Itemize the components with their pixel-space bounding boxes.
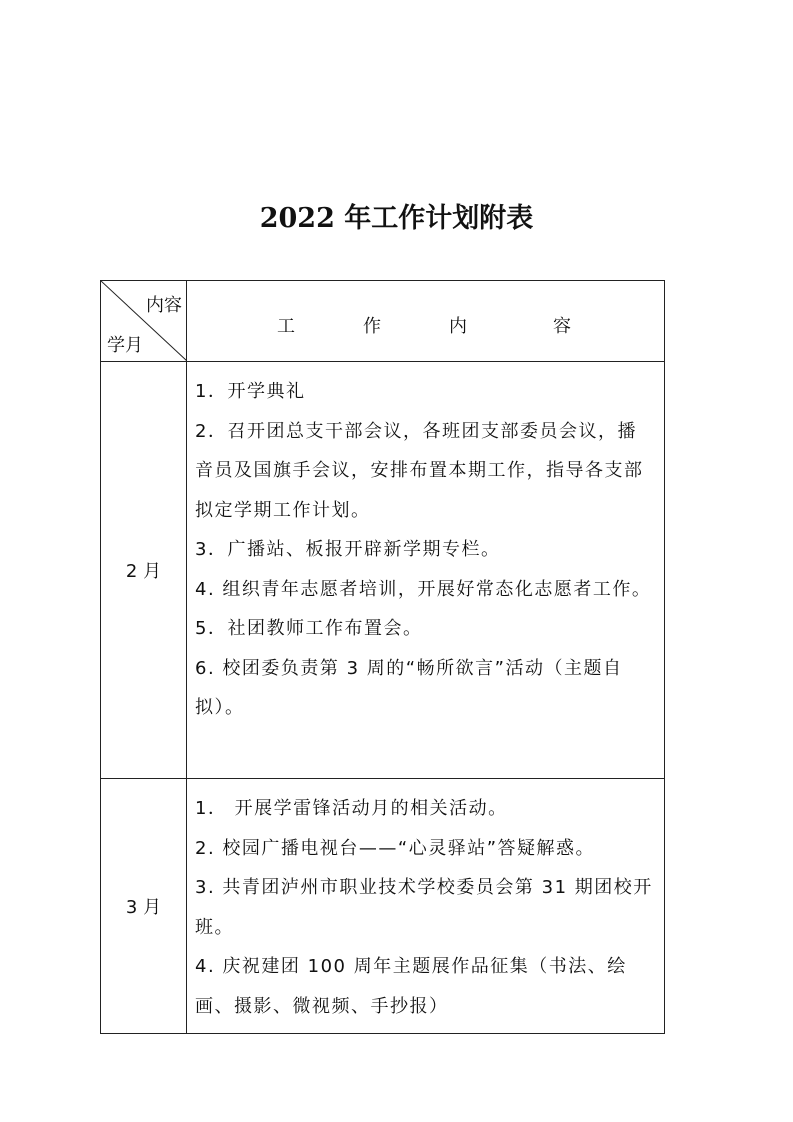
corner-label-content: 内容 [146,295,182,316]
list-item: 1． 开展学雷锋活动月的相关活动。 [195,798,508,819]
list-item: 5．社团教师工作布置会。 [195,618,423,639]
items-cell [187,779,665,1034]
table-header-row [101,281,665,362]
list-item: 4. 组织青年志愿者培训，开展好常态化志愿者工作。 [195,578,652,600]
corner-label-month: 学月 [107,335,143,356]
header-char: 工 [277,316,295,337]
month-cell: 3 月 [101,779,187,1034]
header-char: 内 [449,316,467,337]
corner-header-cell [101,281,187,362]
list-item: 3．广播站、板报开辟新学期专栏。 [195,539,501,560]
work-plan-table [100,280,665,1034]
list-item: 1．开学典礼 [195,381,306,402]
list-item: 4. 庆祝建团 100 周年主题展作品征集（书法、绘画、摄影、微视频、手抄报） [195,956,627,1017]
list-item: 3. 共青团泸州市职业技术学校委员会第 31 期团校开班。 [195,877,653,938]
list-item: 6. 校团委负责第 3 周的“畅所欲言”活动（主题自拟）。 [195,657,623,718]
header-char: 作 [363,316,381,337]
table-row [101,362,665,779]
items-cell [187,362,665,779]
page-title: 2022 年工作计划附表 [259,203,534,234]
list-item: 2．召开团总支干部会议，各班团支部委员会议，播音员及国旗手会议，安排布置本期工作，指导各支部拟定学期工作计划。 [195,420,644,521]
header-char: 容 [553,316,571,337]
content-header-cell [187,281,665,362]
month-cell: 2 月 [101,362,187,779]
table-row [101,779,665,1034]
list-item: 2. 校园广播电视台——“心灵驿站”答疑解惑。 [195,837,596,859]
